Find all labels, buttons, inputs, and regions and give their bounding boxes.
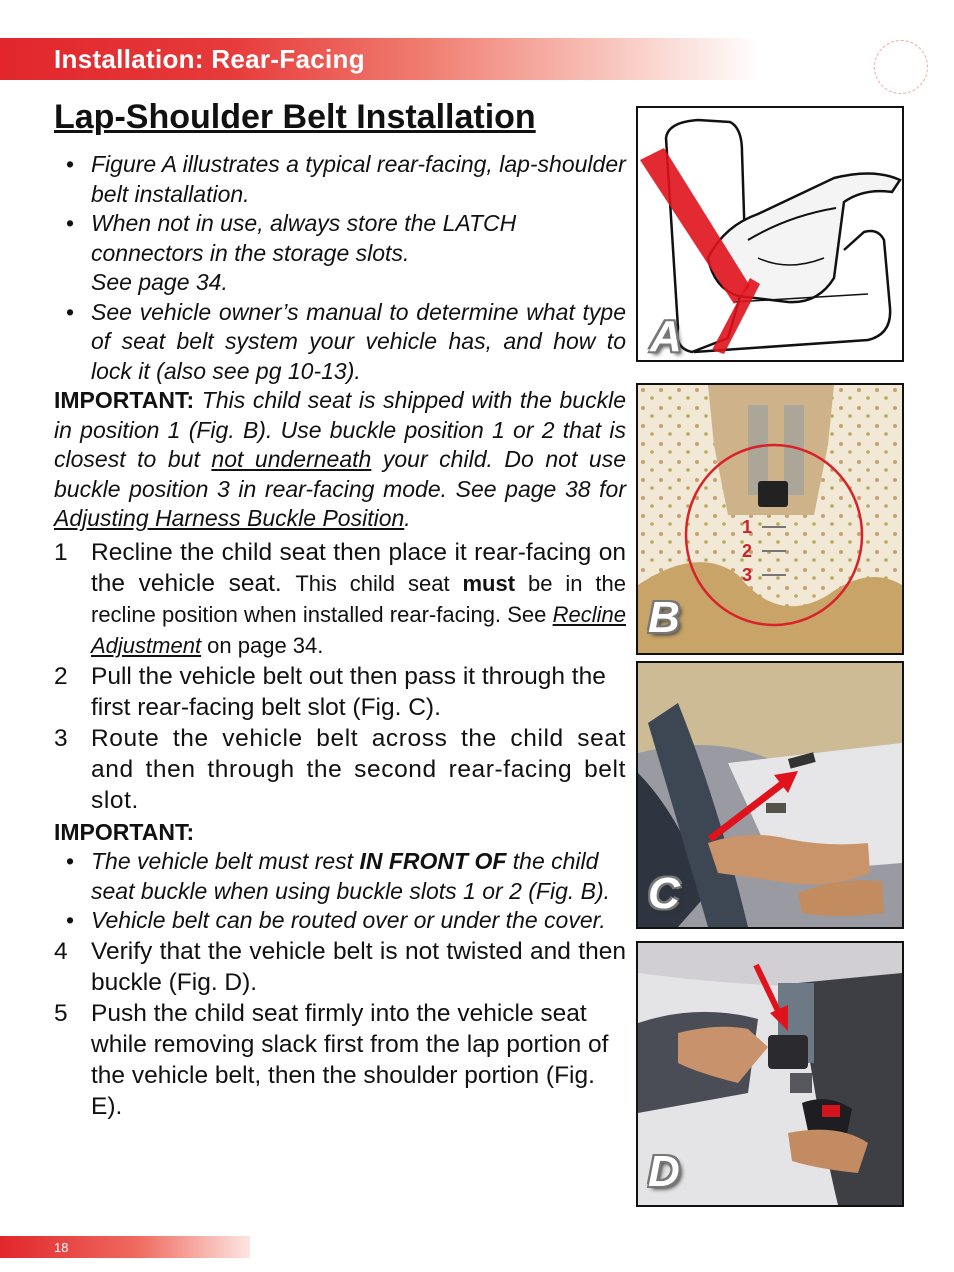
figure-c-label: C [648,869,680,918]
bullet-icon: • [66,907,75,933]
bullet-icon: • [66,298,75,325]
step-text: Verify that the vehicle belt is not twisted and then buckle (Fig. D). [91,937,626,996]
step-text: Route the vehicle belt across the child seat and then through the second rear-facing belt slot. [91,724,626,814]
adjusting-buckle-link[interactable]: Adjusting Harness Buckle Position [54,505,405,531]
buckle-position-1: 1 [742,517,753,537]
bullet-item [54,906,626,936]
important-label: IMPORTANT: [54,387,195,413]
figure-a [636,106,904,362]
page-title: Lap-Shoulder Belt Installation [54,98,536,136]
recline-adjustment-link[interactable]: Recline Adjustment [91,601,626,658]
step-bold: must [462,570,516,596]
footer-band [0,1236,250,1258]
step-3 [54,723,626,816]
corner-decoration [874,40,928,94]
step-text: Push the child seat firmly into the vehicle seat while removing slack first from the lap portion of the vehicle belt, then the shoulder portion (Fig. E). [91,999,609,1120]
bullet-text: See page 34. [91,269,228,295]
bullet-text: See vehicle owner’s manual to determine what type of seat belt system your vehicle has, and how to lock it (also see pg 10-13). [91,298,626,384]
buckle-position-2: 2 [742,541,753,561]
figure-c [636,661,904,929]
step-text: This child seat [295,570,463,596]
instructions-column [54,150,626,1122]
bullet-text: the child seat buckle when using buckle slots 1 or 2 (Fig. B). [91,848,611,904]
step-number: 2 [54,662,68,690]
step-text: be in the recline position when installed rear-facing. See [91,570,627,627]
step-4 [54,936,626,998]
figure-d [636,941,904,1207]
bullet-item [54,847,626,906]
bullet-icon: • [66,210,75,236]
step-number: 5 [54,999,68,1027]
step-number: 3 [54,724,69,752]
bullet-icon: • [66,151,75,177]
figure-b-label: B [648,593,680,642]
bullet-text: Vehicle belt can be routed over or under the cover. [91,907,606,933]
figure-b [636,383,904,655]
note-text: your child. Do not use buckle position 3 in rear-facing mode. See page 38 for [54,446,626,502]
step-1 [54,537,626,661]
step-5 [54,998,626,1122]
step-2 [54,661,626,723]
step-text: Pull the vehicle belt out then pass it through the first rear-facing belt slot (Fig. C). [91,662,606,721]
important-label-2: IMPORTANT: [54,818,195,845]
step-text: on page 34. [201,632,324,658]
figure-d-label: D [648,1147,680,1196]
bullet-text: The vehicle belt must rest [91,848,360,874]
bullet-item [54,209,626,298]
bullet-text: When not in use, always store the LATCH connectors in the storage slots. [91,210,517,266]
note-underline: not underneath [211,446,372,472]
bullet-item [54,150,626,209]
bullet-bold: IN FRONT OF [359,848,507,874]
step-number: 1 [54,538,68,566]
bullet-text: Figure A illustrates a typical rear-facing, lap-shoulder belt installation. [91,151,626,207]
note-text: . [404,505,411,531]
buckle-position-3: 3 [742,565,753,585]
page-number: 18 [54,1240,69,1255]
important-note [54,386,626,534]
figure-a-label: A [650,312,682,361]
section-header: Installation: Rear-Facing [54,44,365,74]
bullet-icon: • [66,848,75,874]
step-number: 4 [54,937,68,965]
note-text: This child seat is shipped with the buckle in position 1 (Fig. B). Use buckle position 1 or 2 that is closest to but [54,387,626,472]
step-text: Recline the child seat then place it rear-facing on the vehicle seat. [91,538,626,597]
bullet-item [54,298,626,387]
